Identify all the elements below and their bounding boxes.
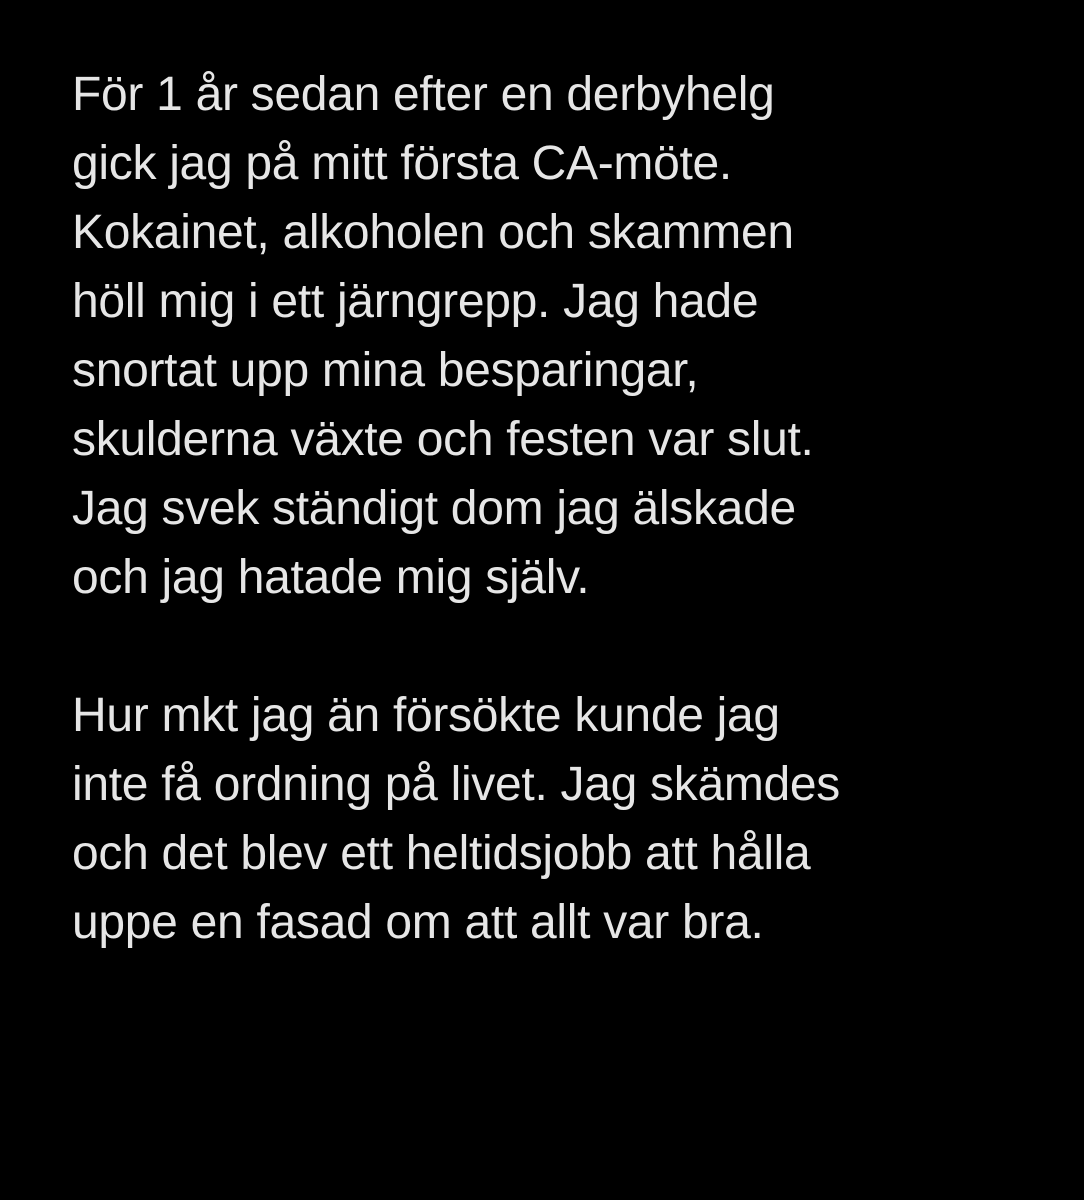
paragraph-2 bbox=[72, 681, 1072, 957]
text-line: och jag hatade mig själv. bbox=[72, 551, 590, 604]
text-line: uppe en fasad om att allt var bra. bbox=[72, 896, 764, 949]
text-line: För 1 år sedan efter en derbyhelg bbox=[72, 68, 775, 121]
text-line: Kokainet, alkoholen och skammen bbox=[72, 206, 794, 259]
paragraph-1 bbox=[72, 60, 1072, 612]
text-line: Jag svek ständigt dom jag älskade bbox=[72, 482, 796, 535]
text-line: gick jag på mitt första CA-möte. bbox=[72, 137, 732, 190]
text-line: snortat upp mina besparingar, bbox=[72, 344, 699, 397]
text-line: höll mig i ett järngrepp. Jag hade bbox=[72, 275, 759, 328]
note-text-body bbox=[72, 60, 1072, 957]
text-line: Hur mkt jag än försökte kunde jag bbox=[72, 689, 780, 742]
text-line: skulderna växte och festen var slut. bbox=[72, 413, 814, 466]
text-line: och det blev ett heltidsjobb att hålla bbox=[72, 827, 811, 880]
text-line: inte få ordning på livet. Jag skämdes bbox=[72, 758, 841, 811]
